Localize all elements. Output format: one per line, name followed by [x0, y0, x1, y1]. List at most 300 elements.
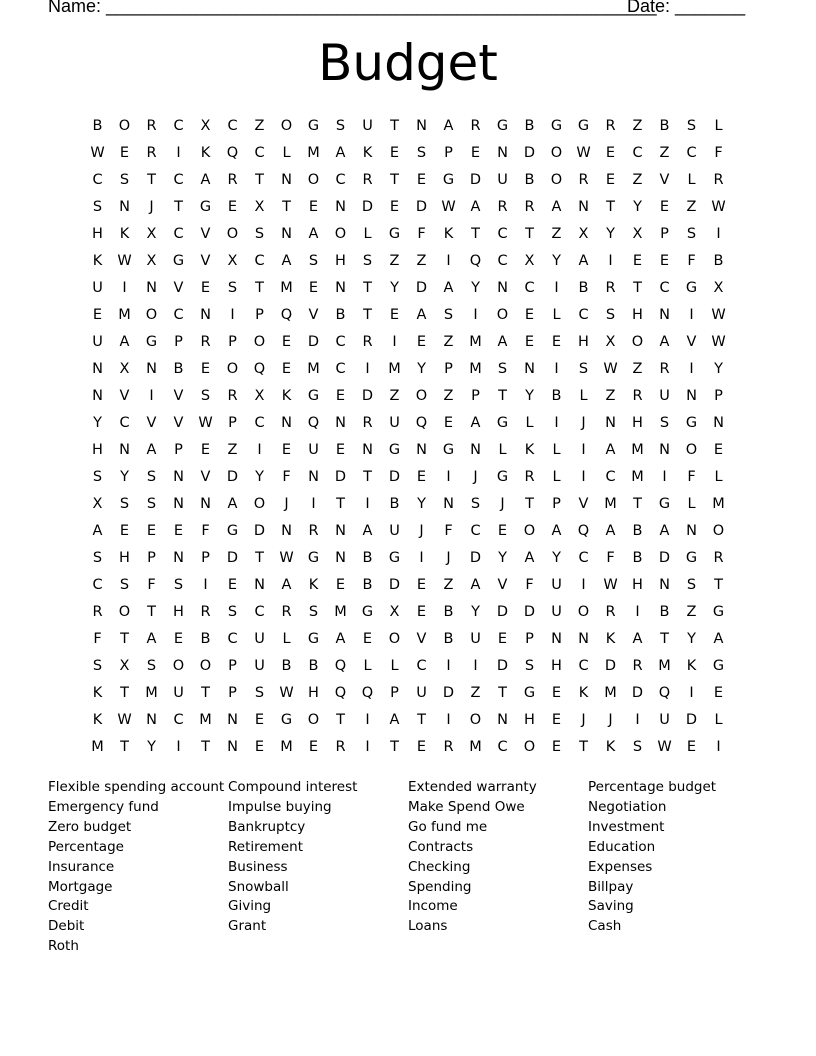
grid-letter: A [551, 523, 562, 539]
grid-letter: P [228, 415, 237, 431]
grid-letter: A [470, 415, 481, 431]
grid-letter: T [120, 685, 129, 701]
grid-letter: E [389, 199, 400, 215]
grid-letter: Y [498, 550, 507, 566]
grid-letter: T [255, 280, 264, 296]
grid-letter: N [578, 199, 589, 215]
grid-letter: Q [280, 307, 293, 323]
grid-letter: P [255, 307, 264, 323]
grid-letter: N [92, 388, 103, 404]
grid-letter: P [228, 658, 237, 674]
grid-letter: C [524, 280, 535, 296]
word-column [48, 778, 228, 957]
grid-letter: P [228, 685, 237, 701]
grid-letter: N [524, 361, 535, 377]
date-field: Date: _______ [627, 0, 746, 16]
grid-letter: D [388, 577, 401, 593]
grid-letter: O [307, 172, 320, 188]
grid-letter: R [146, 118, 157, 134]
grid-letter: U [92, 280, 103, 296]
word-list-item: Billpay [588, 878, 634, 895]
grid-letter: C [686, 145, 697, 161]
grid-row [84, 302, 732, 329]
grid-letter: D [226, 550, 239, 566]
grid-letter: S [362, 253, 373, 269]
grid-letter: P [471, 388, 480, 404]
grid-letter: U [551, 577, 562, 593]
grid-letter: S [92, 658, 103, 674]
grid-letter: F [687, 469, 696, 485]
grid-letter: V [578, 496, 589, 512]
grid-letter: O [550, 172, 563, 188]
grid-letter: C [92, 172, 103, 188]
grid-letter: H [551, 658, 562, 674]
grid-row [84, 707, 732, 734]
grid-letter: C [254, 253, 265, 269]
grid-letter: O [388, 631, 401, 647]
grid-letter: C [497, 226, 508, 242]
grid-row [84, 680, 732, 707]
grid-letter: S [146, 469, 157, 485]
grid-letter: I [203, 577, 208, 593]
grid-letter: A [605, 523, 616, 539]
grid-letter: M [712, 496, 725, 512]
header [48, 0, 746, 17]
grid-row [84, 248, 732, 275]
grid-letter: A [362, 523, 373, 539]
grid-letter: Q [334, 685, 347, 701]
grid-letter: P [390, 685, 399, 701]
grid-row [84, 113, 732, 140]
grid-letter: X [632, 226, 643, 242]
grid-letter: M [388, 361, 401, 377]
grid-letter: N [227, 712, 238, 728]
grid-letter: K [605, 631, 616, 647]
grid-letter: N [335, 415, 346, 431]
grid-letter: N [335, 280, 346, 296]
word-list-item: Checking [408, 858, 471, 875]
grid-letter: V [173, 388, 184, 404]
grid-letter: O [172, 658, 185, 674]
grid-letter: G [685, 415, 698, 431]
grid-letter: S [470, 496, 481, 512]
grid-letter: B [578, 280, 589, 296]
grid-letter: O [253, 496, 266, 512]
grid-letter: B [524, 118, 535, 134]
grid-letter: L [687, 172, 696, 188]
grid-letter: S [146, 496, 157, 512]
grid-letter: L [714, 469, 723, 485]
grid-letter: S [254, 226, 265, 242]
grid-letter: K [92, 712, 103, 728]
grid-letter: B [632, 523, 643, 539]
grid-letter: S [605, 307, 616, 323]
grid-letter: U [254, 631, 265, 647]
grid-letter: E [713, 685, 724, 701]
grid-letter: L [687, 496, 696, 512]
grid-letter: A [659, 523, 670, 539]
grid-letter: A [497, 334, 508, 350]
grid-letter: T [363, 307, 372, 323]
grid-letter: K [686, 658, 697, 674]
grid-letter: V [308, 307, 319, 323]
grid-letter: H [632, 307, 643, 323]
grid-letter: Y [525, 388, 534, 404]
grid-letter: I [446, 658, 451, 674]
grid-letter: F [444, 523, 453, 539]
grid-letter: E [713, 442, 724, 458]
grid-letter: E [227, 577, 238, 593]
grid-letter: N [443, 496, 454, 512]
grid-letter: N [362, 442, 373, 458]
grid-letter: G [496, 118, 509, 134]
grid-letter: S [497, 361, 508, 377]
grid-letter: C [227, 118, 238, 134]
grid-letter: C [335, 334, 346, 350]
grid-letter: G [307, 550, 320, 566]
grid-letter: J [446, 550, 451, 566]
grid-letter: I [581, 469, 586, 485]
grid-letter: D [631, 685, 644, 701]
grid-letter: H [92, 226, 103, 242]
grid-letter: E [92, 307, 103, 323]
grid-letter: C [254, 604, 265, 620]
grid-letter: E [416, 604, 427, 620]
grid-letter: R [146, 145, 157, 161]
grid-letter: D [469, 172, 482, 188]
grid-letter: T [336, 712, 345, 728]
grid-letter: C [173, 712, 184, 728]
grid-letter: K [92, 253, 103, 269]
grid-letter: E [335, 577, 346, 593]
grid-letter: L [714, 712, 723, 728]
grid-letter: I [365, 712, 370, 728]
grid-letter: N [146, 712, 157, 728]
grid-letter: E [659, 199, 670, 215]
grid-letter: X [92, 496, 103, 512]
grid-letter: O [415, 388, 428, 404]
grid-letter: R [497, 199, 508, 215]
grid-letter: I [635, 604, 640, 620]
grid-letter: Y [417, 361, 426, 377]
grid-letter: I [257, 442, 262, 458]
word-column [408, 778, 588, 937]
grid-letter: A [551, 199, 562, 215]
grid-letter: L [714, 118, 723, 134]
grid-letter: U [551, 604, 562, 620]
grid-row [84, 464, 732, 491]
grid-letter: X [200, 118, 211, 134]
grid-letter: I [554, 361, 559, 377]
grid-row [84, 518, 732, 545]
grid-letter: X [254, 199, 265, 215]
grid-letter: I [716, 739, 721, 755]
grid-letter: I [176, 145, 181, 161]
grid-letter: P [201, 550, 210, 566]
grid-letter: S [308, 604, 319, 620]
grid-letter: X [605, 334, 616, 350]
grid-letter: R [281, 604, 292, 620]
grid-letter: Z [605, 388, 616, 404]
grid-letter: V [497, 577, 508, 593]
grid-letter: C [497, 739, 508, 755]
grid-letter: J [149, 199, 154, 215]
grid-letter: I [689, 685, 694, 701]
grid-letter: G [685, 280, 698, 296]
grid-letter: O [712, 523, 725, 539]
grid-letter: Y [714, 361, 723, 377]
grid-letter: M [145, 685, 158, 701]
grid-letter: R [659, 361, 670, 377]
grid-letter: B [92, 118, 103, 134]
grid-letter: B [659, 604, 670, 620]
grid-letter: O [307, 712, 320, 728]
grid-letter: Z [254, 118, 265, 134]
grid-letter: N [227, 739, 238, 755]
grid-letter: R [92, 604, 103, 620]
grid-letter: H [308, 685, 319, 701]
grid-letter: U [389, 523, 400, 539]
grid-letter: S [173, 577, 184, 593]
grid-letter: E [497, 523, 508, 539]
grid-letter: E [416, 172, 427, 188]
grid-letter: O [226, 361, 239, 377]
grid-letter: G [658, 496, 671, 512]
grid-letter: T [390, 172, 399, 188]
grid-letter: O [496, 307, 509, 323]
grid-letter: M [199, 712, 212, 728]
grid-letter: Z [686, 604, 697, 620]
grid-letter: C [254, 145, 265, 161]
word-list-item: Expenses [588, 858, 653, 875]
grid-letter: H [92, 442, 103, 458]
grid-letter: N [497, 145, 508, 161]
grid-row [84, 167, 732, 194]
grid-letter: B [443, 631, 454, 647]
grid-row [84, 194, 732, 221]
grid-letter: E [389, 307, 400, 323]
grid-letter: T [714, 577, 723, 593]
grid-letter: N [200, 496, 211, 512]
grid-letter: T [390, 118, 399, 134]
word-list-item: Insurance [48, 858, 115, 875]
grid-letter: E [362, 631, 373, 647]
grid-letter: W [603, 361, 618, 377]
grid-letter: X [119, 361, 130, 377]
grid-letter: T [147, 604, 156, 620]
grid-letter: C [416, 658, 427, 674]
grid-letter: E [470, 145, 481, 161]
grid-letter: E [281, 334, 292, 350]
grid-letter: E [254, 712, 265, 728]
grid-letter: O [226, 226, 239, 242]
grid-letter: O [118, 604, 131, 620]
grid-letter: H [173, 604, 184, 620]
grid-letter: J [284, 496, 289, 512]
word-list-item: Grant [228, 918, 267, 935]
word-list-item: Impulse buying [228, 798, 332, 815]
grid-letter: O [523, 739, 536, 755]
grid-letter: T [471, 226, 480, 242]
grid-letter: D [226, 469, 239, 485]
grid-letter: Q [658, 685, 671, 701]
grid-letter: E [308, 280, 319, 296]
grid-letter: P [444, 361, 453, 377]
grid-letter: D [523, 604, 536, 620]
grid-letter: R [470, 118, 481, 134]
grid-letter: N [497, 280, 508, 296]
grid-letter: F [714, 145, 723, 161]
grid-letter: N [119, 199, 130, 215]
grid-letter: S [119, 172, 130, 188]
grid-letter: S [686, 577, 697, 593]
letter-grid [84, 113, 732, 761]
grid-letter: G [307, 631, 320, 647]
grid-letter: D [685, 712, 698, 728]
grid-letter: M [307, 145, 320, 161]
grid-letter: V [200, 469, 211, 485]
word-list-item: Extended warranty [408, 779, 537, 795]
grid-letter: E [173, 523, 184, 539]
grid-letter: D [604, 658, 617, 674]
grid-letter: E [659, 253, 670, 269]
grid-letter: T [606, 199, 615, 215]
grid-letter: G [145, 334, 158, 350]
grid-letter: R [362, 415, 373, 431]
grid-letter: P [147, 550, 156, 566]
grid-letter: E [605, 172, 616, 188]
word-list-item: Mortgage [48, 878, 113, 895]
grid-letter: N [254, 577, 265, 593]
grid-letter: I [554, 415, 559, 431]
grid-letter: I [176, 739, 181, 755]
grid-row [84, 599, 732, 626]
grid-letter: K [308, 577, 319, 593]
grid-letter: G [307, 118, 320, 134]
grid-letter: I [689, 361, 694, 377]
grid-letter: R [362, 334, 373, 350]
grid-letter: T [336, 496, 345, 512]
grid-letter: U [308, 442, 319, 458]
grid-letter: R [524, 199, 535, 215]
grid-letter: R [443, 739, 454, 755]
grid-letter: U [659, 712, 670, 728]
grid-letter: E [173, 631, 184, 647]
grid-letter: B [551, 388, 562, 404]
grid-letter: A [308, 226, 319, 242]
grid-letter: G [361, 604, 374, 620]
grid-letter: O [469, 712, 482, 728]
grid-letter: T [120, 739, 129, 755]
grid-letter: L [552, 307, 561, 323]
grid-letter: S [524, 658, 535, 674]
grid-letter: Z [416, 253, 427, 269]
grid-letter: S [578, 361, 589, 377]
grid-letter: G [712, 658, 725, 674]
grid-letter: I [689, 307, 694, 323]
grid-letter: G [226, 523, 239, 539]
word-list-item: Negotiation [588, 798, 667, 815]
grid-letter: S [92, 469, 103, 485]
grid-letter: A [146, 631, 157, 647]
grid-letter: G [388, 550, 401, 566]
grid-letter: M [334, 604, 347, 620]
word-column [588, 778, 768, 937]
grid-letter: B [281, 658, 292, 674]
grid-letter: A [632, 631, 643, 647]
grid-letter: X [146, 253, 157, 269]
grid-letter: Y [255, 469, 264, 485]
grid-letter: C [92, 577, 103, 593]
name-field: Name: _______________________________________________________ [48, 0, 657, 16]
grid-letter: O [199, 658, 212, 674]
grid-letter: N [551, 631, 562, 647]
grid-letter: G [685, 550, 698, 566]
grid-letter: I [446, 469, 451, 485]
word-list-item: Spending [408, 878, 472, 895]
grid-letter: A [281, 577, 292, 593]
grid-letter: P [714, 388, 723, 404]
grid-letter: N [335, 523, 346, 539]
grid-letter: I [662, 469, 667, 485]
grid-letter: Y [120, 469, 129, 485]
word-list-item: Percentage budget [588, 779, 717, 795]
grid-letter: E [416, 739, 427, 755]
grid-letter: I [446, 253, 451, 269]
grid-letter: O [550, 145, 563, 161]
grid-letter: W [90, 145, 105, 161]
grid-letter: E [119, 145, 130, 161]
grid-letter: M [631, 442, 644, 458]
word-list-item: Cash [588, 918, 622, 935]
grid-letter: G [307, 388, 320, 404]
grid-letter: S [632, 739, 643, 755]
word-list-item: Compound interest [228, 779, 358, 795]
grid-letter: A [443, 118, 454, 134]
word-list-item: Zero budget [48, 818, 132, 835]
grid-letter: W [279, 550, 294, 566]
grid-letter: N [281, 523, 292, 539]
grid-letter: R [227, 172, 238, 188]
grid-letter: T [282, 199, 291, 215]
grid-letter: S [686, 118, 697, 134]
grid-letter: V [146, 415, 157, 431]
grid-letter: F [417, 226, 426, 242]
grid-letter: N [578, 631, 589, 647]
grid-letter: D [496, 658, 509, 674]
grid-letter: D [253, 523, 266, 539]
grid-letter: U [92, 334, 103, 350]
grid-letter: E [227, 199, 238, 215]
grid-letter: N [281, 226, 292, 242]
grid-letter: C [578, 307, 589, 323]
grid-row [84, 572, 732, 599]
grid-letter: D [361, 199, 374, 215]
grid-letter: R [524, 469, 535, 485]
grid-letter: F [201, 523, 210, 539]
grid-letter: Y [606, 226, 615, 242]
grid-letter: W [603, 577, 618, 593]
grid-letter: I [446, 712, 451, 728]
grid-letter: Z [389, 388, 400, 404]
grid-letter: E [200, 361, 211, 377]
grid-letter: N [335, 550, 346, 566]
grid-letter: A [281, 253, 292, 269]
grid-letter: H [119, 550, 130, 566]
grid-letter: T [363, 469, 372, 485]
grid-letter: E [200, 280, 211, 296]
grid-letter: P [228, 334, 237, 350]
